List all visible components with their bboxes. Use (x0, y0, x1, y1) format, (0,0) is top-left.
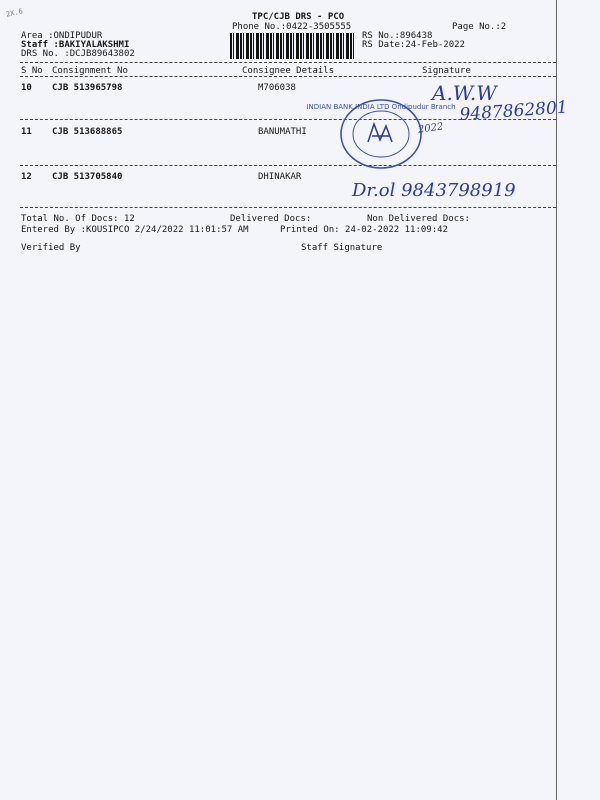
svg-text:A.W.W: A.W.W (432, 81, 497, 105)
svg-text:Dr.ol 9843798919: Dr.ol 9843798919 (352, 180, 516, 201)
total-docs: Total No. Of Docs: 12 (21, 214, 135, 224)
col-header-consignee: Consignee Details (242, 66, 335, 76)
phone-number: Phone No.:0422-3505555 (232, 22, 352, 32)
row-sno: 10 (21, 83, 32, 93)
rs-number: RS No.:896438 (362, 31, 433, 41)
verified-by: Verified By (21, 243, 81, 253)
row-consignee: DHINAKAR (258, 172, 302, 182)
row-consignment: CJB 513705840 (52, 172, 123, 182)
area-label: Area :ONDIPUDUR (21, 31, 103, 41)
col-header-consignment: Consignment No (52, 66, 128, 76)
row-sno: 12 (21, 172, 32, 182)
col-header-sno: S No (21, 66, 43, 76)
entered-by: Entered By :KOUSIPCO 2/24/2022 11:01:57 AM (21, 225, 249, 235)
signature-1 (430, 80, 580, 130)
divider (20, 62, 556, 63)
svg-text:INDIAN BANK INDIA LTD Ondipudu: INDIAN BANK INDIA LTD Ondipudur Branch (306, 103, 456, 111)
staff-label: Staff :BAKIYALAKSHMI (21, 40, 130, 50)
delivered-docs: Delivered Docs: (230, 214, 312, 224)
row-consignment: CJB 513965798 (52, 83, 123, 93)
signature-3 (350, 174, 540, 206)
drs-number: DRS No. :DCJB89643802 (21, 49, 135, 59)
divider (20, 76, 556, 77)
divider (20, 207, 556, 208)
corner-mark: 2X.6 (5, 7, 24, 19)
svg-text:9487862801: 9487862801 (458, 97, 569, 125)
document-title: TPC/CJB DRS - PCO (252, 12, 345, 22)
row-consignee: M706038 (258, 83, 296, 93)
non-delivered-docs: Non Delivered Docs: (367, 214, 470, 224)
divider (20, 165, 556, 166)
row-consignee: BANUMATHI (258, 127, 307, 137)
signature-2-date: 2022 (417, 121, 445, 136)
barcode (230, 33, 354, 59)
row-sno: 11 (21, 127, 32, 137)
row-consignment: CJB 513688865 (52, 127, 123, 137)
rs-date: RS Date:24-Feb-2022 (362, 40, 465, 50)
page-number: Page No.:2 (452, 22, 507, 32)
staff-signature: Staff Signature (301, 243, 383, 253)
printed-on: Printed On: 24-02-2022 11:09:42 (280, 225, 448, 235)
col-header-signature: Signature (422, 66, 471, 76)
